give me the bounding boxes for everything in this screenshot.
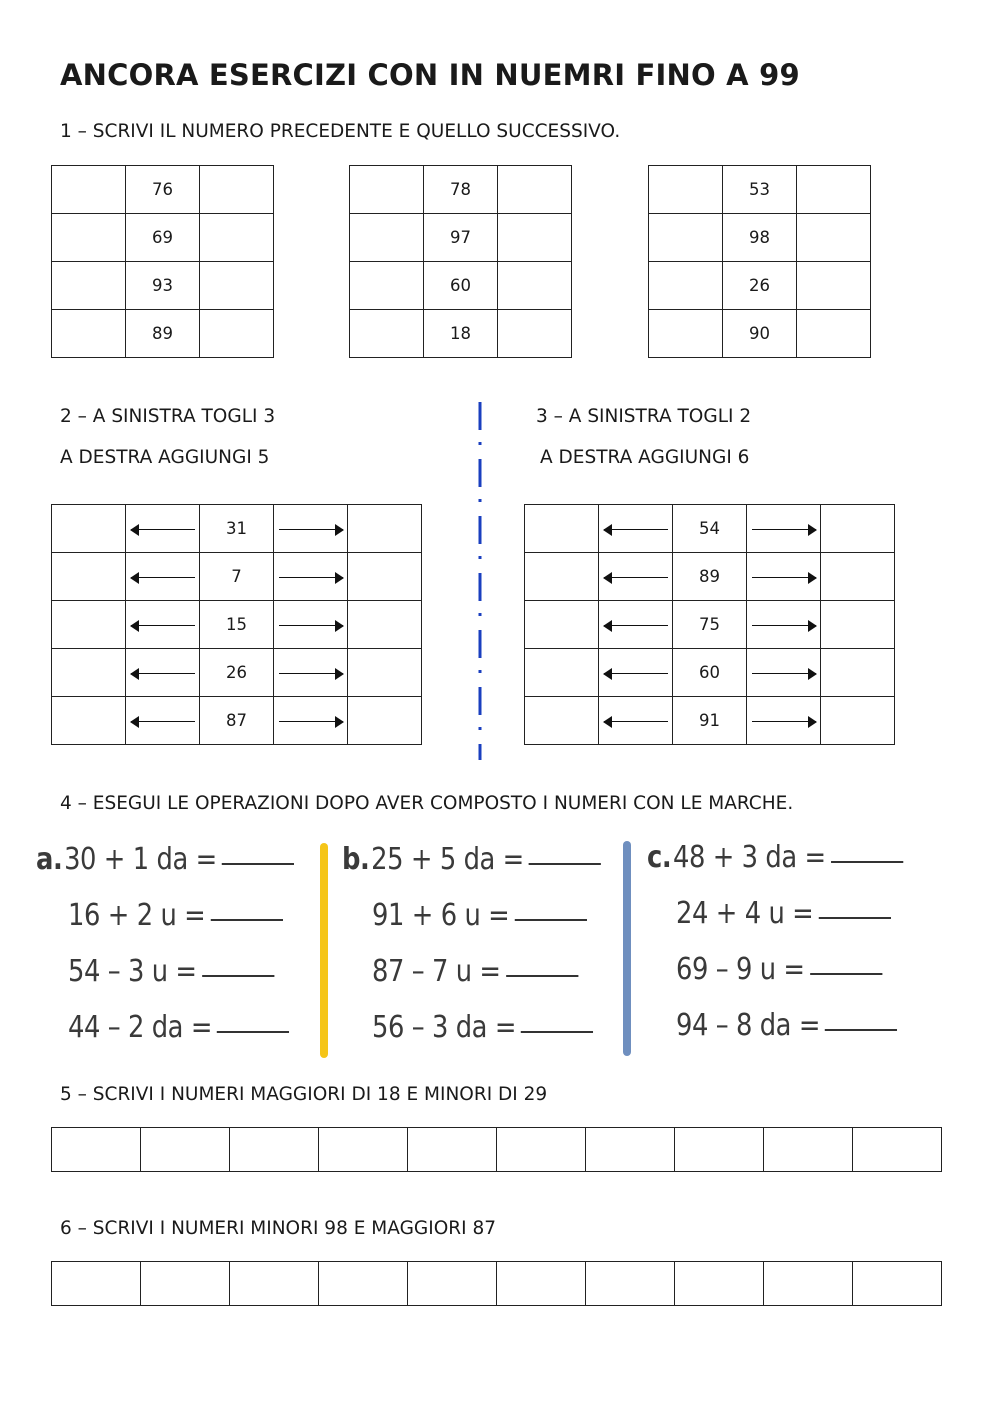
answer-cell[interactable] [52, 310, 126, 358]
arrow-right-icon [752, 668, 816, 680]
operation-text: 94 – 8 da = [676, 1008, 821, 1043]
answer-cell[interactable] [348, 601, 422, 649]
answer-blank[interactable] [202, 974, 274, 977]
operation-b-3 [372, 954, 578, 989]
answer-cell[interactable] [525, 601, 599, 649]
operation-c-4 [676, 1008, 897, 1043]
divider-dash [479, 744, 482, 760]
arrow-left-icon [604, 668, 668, 680]
answer-cell[interactable] [230, 1128, 319, 1172]
exercise-3-subheading: A DESTRA AGGIUNGI 6 [540, 447, 750, 468]
operation-text: 69 – 9 u = [676, 952, 805, 987]
number-cell: 87 [200, 697, 274, 745]
answer-blank[interactable] [217, 1030, 289, 1033]
answer-cell[interactable] [52, 166, 126, 214]
exercise-3-table [524, 504, 895, 745]
blue-divider-bar [623, 841, 631, 1056]
arrow-cell [599, 505, 673, 553]
answer-cell[interactable] [350, 214, 424, 262]
answer-cell[interactable] [675, 1128, 764, 1172]
arrow-cell [747, 553, 821, 601]
answer-cell[interactable] [853, 1128, 942, 1172]
operation-text: 16 + 2 u = [68, 898, 206, 933]
page-title: ANCORA ESERCIZI CON IN NUEMRI FINO A 99 [60, 58, 800, 92]
yellow-divider-bar [320, 843, 328, 1058]
arrow-right-icon [752, 572, 816, 584]
exercise-3-heading: 3 – A SINISTRA TOGLI 2 [536, 406, 752, 427]
divider-dash [479, 516, 482, 544]
arrow-cell [126, 601, 200, 649]
arrow-cell [747, 697, 821, 745]
answer-blank[interactable] [515, 918, 587, 921]
divider-dot [479, 556, 482, 559]
answer-cell[interactable] [350, 262, 424, 310]
answer-cell[interactable] [797, 262, 871, 310]
divider-dash [479, 402, 482, 430]
answer-cell[interactable] [52, 1128, 141, 1172]
answer-cell[interactable] [200, 262, 274, 310]
exercise-2-heading: 2 – A SINISTRA TOGLI 3 [60, 406, 276, 427]
divider-dot [479, 613, 482, 616]
column-b-label: b. [342, 842, 370, 877]
answer-cell[interactable] [821, 505, 895, 553]
arrow-left-icon [604, 572, 668, 584]
operation-a-2 [68, 898, 283, 933]
answer-cell[interactable] [525, 553, 599, 601]
answer-cell[interactable] [764, 1128, 853, 1172]
answer-blank[interactable] [222, 862, 294, 865]
number-cell: 60 [424, 262, 498, 310]
number-cell: 93 [126, 262, 200, 310]
arrow-left-icon [131, 620, 195, 632]
arrow-cell [747, 601, 821, 649]
answer-cell[interactable] [797, 166, 871, 214]
operation-b-4 [372, 1010, 593, 1045]
operation-text: 30 + 1 da = [64, 842, 217, 877]
answer-cell[interactable] [52, 697, 126, 745]
number-cell: 76 [126, 166, 200, 214]
arrow-cell [599, 649, 673, 697]
number-cell: 98 [723, 214, 797, 262]
answer-cell[interactable] [649, 166, 723, 214]
answer-cell[interactable] [319, 1262, 408, 1306]
exercise-5-answer-row [51, 1127, 942, 1172]
answer-cell[interactable] [408, 1262, 497, 1306]
answer-cell[interactable] [141, 1128, 230, 1172]
answer-cell[interactable] [821, 649, 895, 697]
answer-blank[interactable] [529, 862, 601, 865]
answer-cell[interactable] [649, 310, 723, 358]
answer-cell[interactable] [853, 1262, 942, 1306]
answer-blank[interactable] [211, 918, 283, 921]
number-cell: 26 [200, 649, 274, 697]
arrow-left-icon [131, 716, 195, 728]
answer-cell[interactable] [586, 1262, 675, 1306]
number-cell: 78 [424, 166, 498, 214]
answer-cell[interactable] [348, 649, 422, 697]
answer-blank[interactable] [825, 1028, 897, 1031]
number-cell: 26 [723, 262, 797, 310]
operation-text: 24 + 4 u = [676, 896, 814, 931]
answer-cell[interactable] [821, 601, 895, 649]
operation-a-3 [68, 954, 274, 989]
number-cell: 97 [424, 214, 498, 262]
section-divider [478, 400, 482, 760]
answer-cell[interactable] [525, 505, 599, 553]
exercise-5-heading: 5 – SCRIVI I NUMERI MAGGIORI DI 18 E MINORI DI 29 [60, 1084, 548, 1105]
exercise-4-heading: 4 – ESEGUI LE OPERAZIONI DOPO AVER COMPOSTO I NUMERI CON LE MARCHE. [60, 793, 794, 814]
arrow-cell [126, 505, 200, 553]
operation-c-1 [647, 840, 903, 875]
answer-cell[interactable] [797, 310, 871, 358]
arrow-cell [599, 601, 673, 649]
divider-dot [479, 670, 482, 673]
answer-cell[interactable] [348, 505, 422, 553]
answer-cell[interactable] [498, 310, 572, 358]
divider-dash [479, 687, 482, 715]
number-cell: 89 [126, 310, 200, 358]
operation-text: 54 – 3 u = [68, 954, 197, 989]
answer-cell[interactable] [649, 214, 723, 262]
divider-dash [479, 573, 482, 601]
arrow-left-icon [604, 620, 668, 632]
answer-cell[interactable] [821, 697, 895, 745]
arrow-right-icon [752, 620, 816, 632]
operation-c-2 [676, 896, 891, 931]
number-cell: 69 [126, 214, 200, 262]
operation-c-3 [676, 952, 882, 987]
answer-blank[interactable] [506, 974, 578, 977]
answer-cell[interactable] [200, 166, 274, 214]
answer-cell[interactable] [675, 1262, 764, 1306]
answer-cell[interactable] [821, 553, 895, 601]
divider-dash [479, 630, 482, 658]
arrow-left-icon [131, 668, 195, 680]
answer-blank[interactable] [521, 1030, 593, 1033]
exercise-1-table-3 [648, 165, 871, 358]
answer-cell[interactable] [52, 214, 126, 262]
arrow-right-icon [752, 524, 816, 536]
operation-b-2 [372, 898, 587, 933]
answer-cell[interactable] [525, 649, 599, 697]
number-cell: 53 [723, 166, 797, 214]
number-cell: 15 [200, 601, 274, 649]
answer-cell[interactable] [52, 601, 126, 649]
answer-cell[interactable] [497, 1128, 586, 1172]
answer-cell[interactable] [141, 1262, 230, 1306]
answer-cell[interactable] [649, 262, 723, 310]
arrow-right-icon [279, 572, 343, 584]
number-cell: 7 [200, 553, 274, 601]
number-cell: 91 [673, 697, 747, 745]
answer-cell[interactable] [498, 214, 572, 262]
arrow-cell [126, 697, 200, 745]
answer-cell[interactable] [525, 697, 599, 745]
answer-cell[interactable] [498, 166, 572, 214]
answer-cell[interactable] [764, 1262, 853, 1306]
divider-dash [479, 459, 482, 487]
divider-dot [479, 499, 482, 502]
column-a-label: a. [36, 842, 63, 877]
arrow-cell [126, 649, 200, 697]
arrow-left-icon [604, 716, 668, 728]
answer-blank[interactable] [810, 972, 882, 975]
answer-cell[interactable] [350, 310, 424, 358]
answer-cell[interactable] [52, 553, 126, 601]
answer-cell[interactable] [52, 649, 126, 697]
answer-blank[interactable] [819, 916, 891, 919]
operation-b-1 [342, 842, 601, 877]
arrow-right-icon [279, 524, 343, 536]
arrow-right-icon [279, 716, 343, 728]
operation-text: 48 + 3 da = [672, 840, 826, 875]
number-cell: 18 [424, 310, 498, 358]
arrow-left-icon [131, 572, 195, 584]
answer-cell[interactable] [586, 1128, 675, 1172]
arrow-cell [274, 553, 348, 601]
divider-dot [479, 442, 482, 445]
arrow-right-icon [279, 620, 343, 632]
exercise-6-heading: 6 – SCRIVI I NUMERI MINORI 98 E MAGGIORI 87 [60, 1218, 497, 1239]
number-cell: 60 [673, 649, 747, 697]
answer-cell[interactable] [797, 214, 871, 262]
arrow-cell [274, 601, 348, 649]
answer-cell[interactable] [52, 1262, 141, 1306]
operation-text: 25 + 5 da = [371, 842, 524, 877]
number-cell: 90 [723, 310, 797, 358]
exercise-1-table-2 [349, 165, 572, 358]
answer-cell[interactable] [200, 214, 274, 262]
answer-cell[interactable] [200, 310, 274, 358]
number-cell: 31 [200, 505, 274, 553]
answer-cell[interactable] [230, 1262, 319, 1306]
answer-cell[interactable] [319, 1128, 408, 1172]
answer-cell[interactable] [348, 553, 422, 601]
arrow-cell [274, 697, 348, 745]
arrow-cell [747, 505, 821, 553]
answer-cell[interactable] [498, 262, 572, 310]
number-cell: 54 [673, 505, 747, 553]
number-cell: 75 [673, 601, 747, 649]
answer-cell[interactable] [52, 505, 126, 553]
exercise-2-subheading: A DESTRA AGGIUNGI 5 [60, 447, 270, 468]
exercise-1-heading: 1 – SCRIVI IL NUMERO PRECEDENTE E QUELLO SUCCESSIVO. [60, 121, 621, 142]
arrow-cell [274, 649, 348, 697]
divider-dot [479, 727, 482, 730]
exercise-1-table-1 [51, 165, 274, 358]
number-cell: 89 [673, 553, 747, 601]
answer-cell[interactable] [350, 166, 424, 214]
operation-text: 91 + 6 u = [372, 898, 510, 933]
arrow-left-icon [604, 524, 668, 536]
operation-a-4 [68, 1010, 289, 1045]
arrow-right-icon [752, 716, 816, 728]
arrow-right-icon [279, 668, 343, 680]
arrow-cell [274, 505, 348, 553]
exercise-6-answer-row [51, 1261, 942, 1306]
answer-blank[interactable] [831, 860, 903, 863]
answer-cell[interactable] [497, 1262, 586, 1306]
operation-text: 44 – 2 da = [68, 1010, 213, 1045]
operation-text: 87 – 7 u = [372, 954, 501, 989]
column-c-label: c. [647, 840, 672, 875]
operation-text: 56 – 3 da = [372, 1010, 517, 1045]
arrow-cell [599, 697, 673, 745]
answer-cell[interactable] [348, 697, 422, 745]
arrow-left-icon [131, 524, 195, 536]
arrow-cell [126, 553, 200, 601]
arrow-cell [747, 649, 821, 697]
operation-a-1 [36, 842, 294, 877]
answer-cell[interactable] [408, 1128, 497, 1172]
answer-cell[interactable] [52, 262, 126, 310]
exercise-2-table [51, 504, 422, 745]
arrow-cell [599, 553, 673, 601]
